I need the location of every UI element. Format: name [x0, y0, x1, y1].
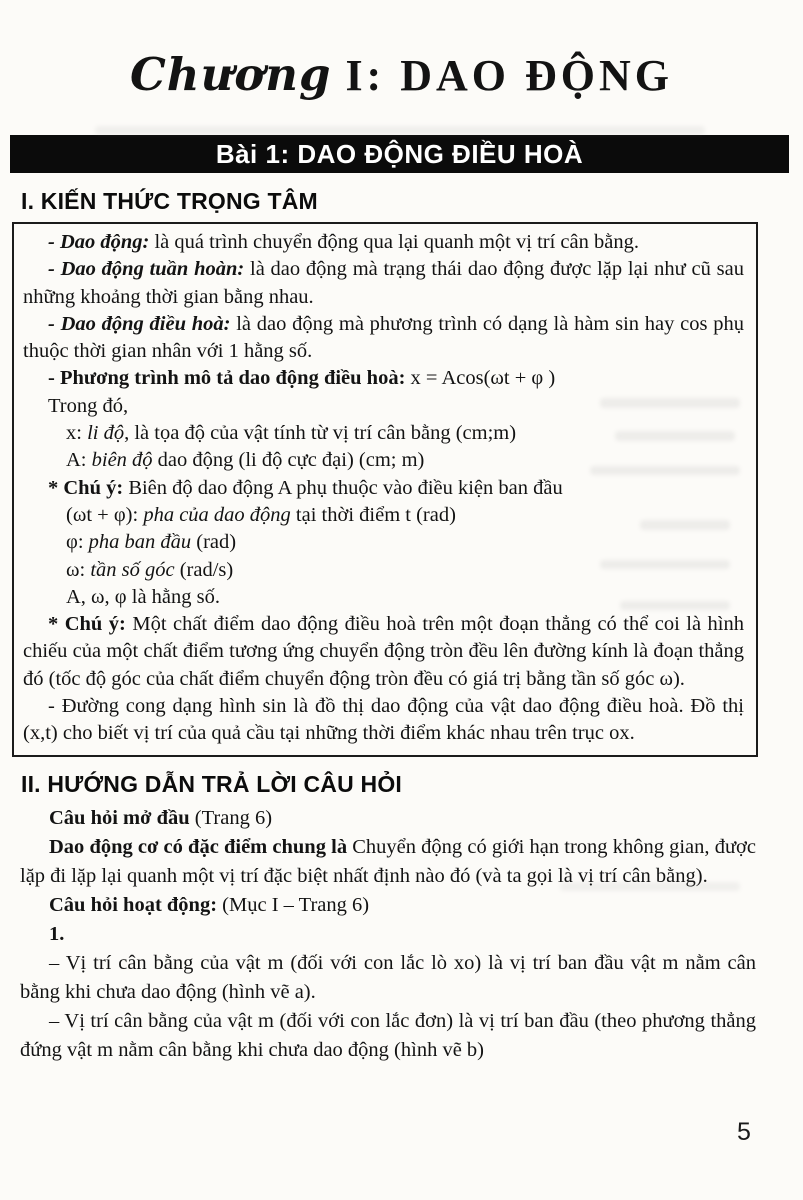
paragraph-trong-do: Trong đó,	[48, 394, 129, 417]
paragraph-phi	[23, 529, 744, 556]
note-2-label: * Chú ý:	[48, 613, 126, 636]
answer-item-number: 1.	[49, 922, 65, 945]
chapter-title-word-chuong: Chương	[129, 48, 332, 101]
symbol-phase: (ωt + φ):	[66, 503, 144, 526]
note-1-text: Biên độ dao động A phụ thuộc vào điều kiện ban đầu	[123, 476, 563, 499]
section-1-heading: I. KIẾN THỨC TRỌNG TÂM	[21, 188, 318, 214]
scan-bleed-artifact	[95, 126, 705, 135]
term-bien-do: biên độ	[91, 449, 153, 472]
paragraph-dao-dong	[23, 229, 744, 256]
def-tan-so-goc: (rad/s)	[174, 558, 234, 581]
term-tan-so-goc: tần số góc	[90, 558, 175, 581]
key-knowledge-box	[12, 222, 758, 757]
term-dao-dong: - Dao động:	[48, 231, 150, 253]
term-pha-ban-dau: pha ban đầu	[88, 531, 192, 554]
term-phuong-trinh: - Phương trình mô tả dao động điều hoà:	[48, 367, 406, 390]
paragraph-answer-opening	[20, 833, 756, 891]
term-pha-cua-dao-dong: pha của dao động	[143, 503, 291, 526]
activity-question-ref: (Mục I – Trang 6)	[217, 893, 370, 916]
def-dao-dong-dieu-hoa: là dao động mà phương trình có dạng là hàm sin hay cos phụ thuộc thời gian nhân với 1 hằng số.	[23, 312, 744, 363]
paragraph-answer-simple-pendulum: – Vị trí cân bằng của vật m (đối với con lắc đơn) là vị trí ban đầu (theo phương thẳng đứng vật m nằm cân bằng khi chưa dao động (hình vẽ b)	[20, 1009, 756, 1061]
paragraph-x-li-do	[23, 420, 744, 447]
paragraph-answer-spring-pendulum: – Vị trí cân bằng của vật m (đối với con lắc lò xo) là vị trí ban đầu vật m nằm cân bằng khi chưa dao động (hình vẽ a).	[20, 951, 756, 1003]
paragraph-constants: A, ω, φ là hằng số.	[66, 585, 221, 608]
note-1-label: * Chú ý:	[48, 476, 124, 499]
section-2-body	[20, 804, 756, 1065]
note-2-text: Một chất điểm dao động điều hoà trên một đoạn thẳng có thể coi là hình chiếu của một chất điểm tương ứng chuyển động tròn đều lên đường kính là đoạn thẳng đó (tốc độ góc của chất điểm chuyển động tròn đều có giá trị bằng tần số góc ω).	[23, 613, 744, 690]
paragraph-sine-curve: - Đường cong dạng hình sin là đồ thị dao động của vật dao động điều hoà. Đồ thị (x,t) cho biết vị trí của quả cầu tại những thời điểm khác nhau trên trục ox.	[23, 695, 744, 745]
term-dao-dong-tuan-hoan: - Dao động tuần hoàn:	[48, 258, 245, 281]
term-dao-dong-dieu-hoa: - Dao động điều hoà:	[48, 312, 231, 335]
lesson-banner	[10, 135, 789, 173]
def-pha-cua-dao-dong: tại thời điểm t (rad)	[290, 503, 456, 526]
def-bien-do: dao động (li độ cực đại) (cm; m)	[152, 449, 425, 472]
symbol-a: A:	[66, 449, 92, 472]
def-dao-dong-tuan-hoan: là dao động mà trạng thái dao động được lặp lại như cũ sau những khoảng thời gian bằng nhau.	[23, 258, 744, 308]
paragraph-dao-dong-tuan-hoan	[23, 256, 744, 311]
paragraph-equation	[23, 365, 744, 392]
lesson-banner-label: Bài 1: DAO ĐỘNG ĐIỀU HOÀ	[215, 139, 584, 169]
opening-question-label: Câu hỏi mở đầu	[49, 806, 190, 829]
answer-opening-lead: Dao động cơ có đặc điểm chung là	[49, 835, 348, 858]
page-number: 5	[737, 1118, 751, 1146]
symbol-omega: ω:	[66, 558, 91, 581]
paragraph-opening-question	[20, 804, 756, 833]
paragraph-a-bien-do	[23, 447, 744, 474]
def-li-do: , là tọa độ của vật tính từ vị trí cân bằng (cm;m)	[124, 422, 517, 445]
opening-question-page-ref: (Trang 6)	[189, 806, 273, 829]
symbol-phi: φ:	[66, 531, 89, 554]
paragraph-phase	[23, 502, 744, 529]
chapter-title	[0, 0, 803, 101]
answer-opening-text: Chuyển động có giới hạn trong không gian, được lặp đi lặp lại quanh một vị trí đặc biệt nhất định nào đó (và ta gọi là vị trí cân bằng).	[20, 835, 756, 887]
paragraph-activity-question	[20, 891, 756, 920]
paragraph-note-2	[23, 611, 744, 693]
activity-question-label: Câu hỏi hoạt động:	[49, 893, 218, 916]
def-dao-dong: là quá trình chuyển động qua lại quanh một vị trí cân bằng.	[149, 231, 639, 253]
paragraph-dao-dong-dieu-hoa	[23, 311, 744, 366]
term-li-do: li độ	[87, 422, 125, 445]
symbol-x: x:	[66, 422, 88, 445]
chapter-title-text: I: DAO ĐỘNG	[345, 51, 673, 100]
def-pha-ban-dau: (rad)	[191, 531, 237, 554]
equation-formula: x = Acos(ωt + φ )	[405, 367, 556, 390]
paragraph-note-1	[23, 475, 744, 502]
section-2-heading: II. HƯỚNG DẪN TRẢ LỜI CÂU HỎI	[21, 770, 402, 797]
paragraph-omega	[23, 557, 744, 584]
